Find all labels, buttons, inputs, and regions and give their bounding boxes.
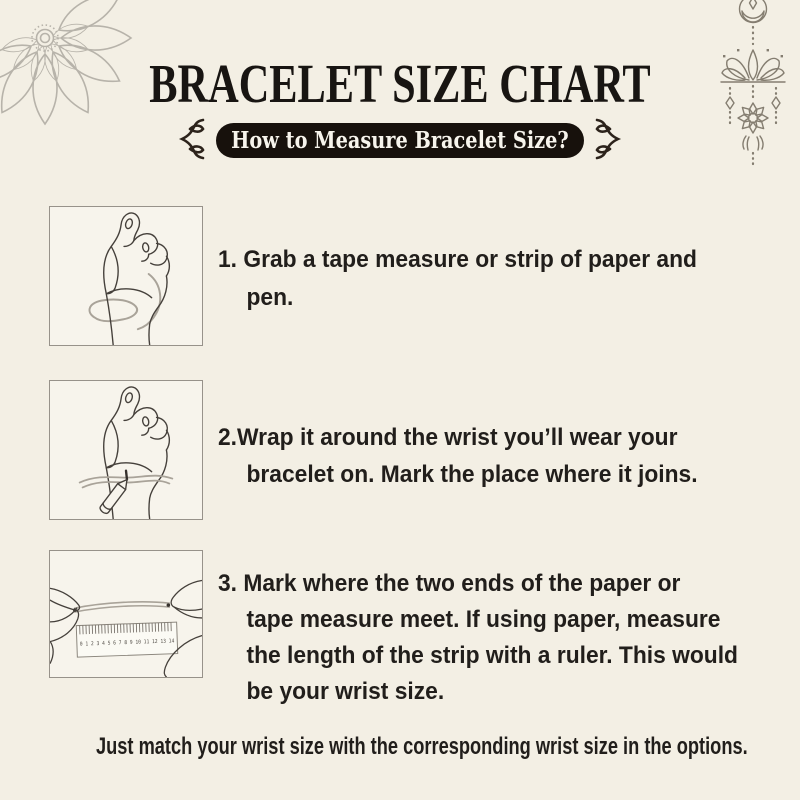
- step2-hand-with-tape-and-marker-illustration: [49, 380, 203, 520]
- page-title: BRACELET SIZE CHART: [149, 53, 651, 114]
- badge-label: How to Measure Bracelet Size?: [231, 126, 569, 154]
- ruler-scale-numbers: 0 1 2 3 4 5 6 7 8 9 10 11 12 13 14: [79, 637, 189, 648]
- step3-hands-measuring-with-ruler-illustration: [49, 550, 203, 678]
- step3-line2: tape measure meet. If using paper, measure: [246, 606, 721, 633]
- footer-note: Just match your wrist size with the corresponding wrist size in the options.: [96, 733, 748, 760]
- subtitle-badge-row: [0, 117, 800, 163]
- step1-line2: pen.: [246, 284, 294, 311]
- step2-line1: 2.Wrap it around the wrist you’ll wear your: [218, 424, 678, 451]
- step3-line3: the length of the strip with a ruler. This would: [246, 642, 738, 669]
- flourish-left-icon: [170, 117, 208, 163]
- step1-text: [218, 241, 750, 317]
- step2-text: [218, 419, 750, 493]
- step3-text: [218, 566, 750, 710]
- step1-line1: 1. Grab a tape measure or strip of paper and: [218, 246, 697, 273]
- flourish-right-icon: [592, 117, 630, 163]
- step1-hand-with-tape-loop-illustration: [49, 206, 203, 346]
- step2-line2: bracelet on. Mark the place where it joins.: [246, 461, 698, 488]
- step3-line1: 3. Mark where the two ends of the paper or: [218, 570, 681, 597]
- how-to-measure-badge: [216, 123, 584, 158]
- step3-line4: be your wrist size.: [246, 678, 445, 705]
